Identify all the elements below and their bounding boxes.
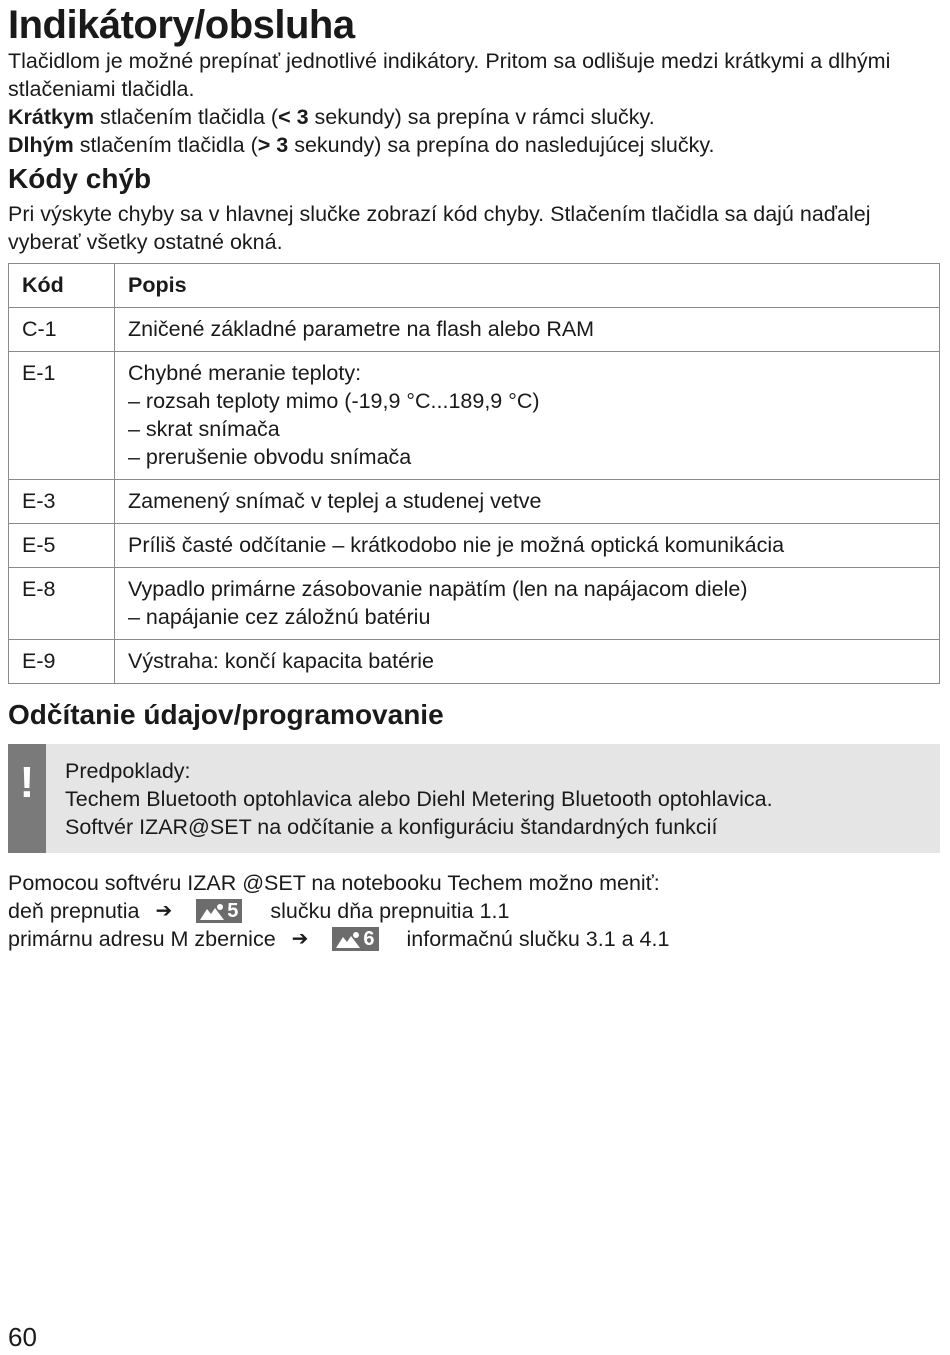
exclamation-icon: ! bbox=[19, 758, 35, 807]
description-cell: Výstraha: končí kapacita batérie bbox=[115, 640, 940, 684]
short-press-line bbox=[8, 103, 655, 131]
notice-text: Predpoklady: Techem Bluetooth optohlavica alebo Diehl Metering Bluetooth optohlavica. Softvér IZAR@SET na odčítanie a konfiguráciu štandardných funkcií bbox=[65, 759, 773, 839]
table-row bbox=[9, 640, 940, 684]
description-cell: Zamenený snímač v teplej a studenej vetve bbox=[115, 480, 940, 524]
code-cell: E-9 bbox=[9, 640, 115, 684]
notice-bar bbox=[8, 744, 46, 853]
section-title-indicators: Indikátory/obsluha bbox=[8, 3, 355, 47]
code-cell: E-8 bbox=[9, 568, 115, 640]
figure-reference-badge bbox=[332, 927, 378, 951]
code-cell: C-1 bbox=[9, 308, 115, 352]
ref-line-switch-day bbox=[8, 897, 509, 925]
table-row bbox=[9, 480, 940, 524]
image-icon bbox=[336, 931, 360, 948]
figure-reference-badge bbox=[196, 899, 242, 923]
error-codes-table bbox=[8, 263, 940, 684]
section-title-error-codes: Kódy chýb bbox=[8, 163, 152, 194]
page-number: 60 bbox=[8, 1322, 37, 1352]
short-press-text-b: sekundy) sa prepína v rámci slučky. bbox=[308, 105, 655, 129]
ref-label: deň prepnutia bbox=[8, 899, 140, 923]
ref-line-mbus-address bbox=[8, 925, 669, 953]
long-press-operator: > 3 bbox=[257, 133, 289, 157]
table-row bbox=[9, 568, 940, 640]
description-cell: Zničené základné parametre na flash alebo RAM bbox=[115, 308, 940, 352]
table-header-row bbox=[9, 264, 940, 308]
arrow-right-icon: ➔ bbox=[155, 900, 173, 922]
section-title-readout: Odčítanie údajov/programovanie bbox=[8, 699, 444, 730]
ref-target: slučku dňa prepnuitia 1.1 bbox=[270, 899, 510, 923]
short-press-bold: Krátkym bbox=[8, 105, 95, 129]
table-row bbox=[9, 352, 940, 480]
error-codes-intro: Pri výskyte chyby sa v hlavnej slučke zobrazí kód chyby. Stlačením tlačidla sa dajú naďalej vyberať všetky ostatné okná. bbox=[8, 202, 871, 254]
long-press-text-a: stlačením tlačidla ( bbox=[73, 133, 258, 157]
description-cell: Príliš časté odčítanie – krátkodobo nie je možná optická komunikácia bbox=[115, 524, 940, 568]
figure-number: 6 bbox=[363, 928, 375, 950]
image-icon bbox=[200, 903, 224, 920]
long-press-line bbox=[8, 131, 715, 159]
code-cell: E-3 bbox=[9, 480, 115, 524]
short-press-text-a: stlačením tlačidla ( bbox=[94, 105, 279, 129]
table-row bbox=[9, 308, 940, 352]
ref-target: informačnú slučku 3.1 a 4.1 bbox=[406, 927, 670, 951]
ref-label: primárnu adresu M zbernice bbox=[8, 927, 276, 951]
prerequisites-notice bbox=[8, 744, 940, 853]
indicators-intro: Tlačidlom je možné prepínať jednotlivé indikátory. Pritom sa odlišuje medzi krátkymi a dlhými stlačeniami tlačidla. bbox=[8, 49, 891, 101]
description-cell: Vypadlo primárne zásobovanie napätím (len na napájacom diele) – napájanie cez záložnú batériu bbox=[115, 568, 940, 640]
header-code: Kód bbox=[9, 264, 115, 308]
code-cell: E-5 bbox=[9, 524, 115, 568]
code-cell: E-1 bbox=[9, 352, 115, 480]
short-press-operator: < 3 bbox=[278, 105, 309, 129]
description-cell: Chybné meranie teploty: – rozsah teploty mimo (-19,9 °C...189,9 °C) – skrat snímača – prerušenie obvodu snímača bbox=[115, 352, 940, 480]
table-row bbox=[9, 524, 940, 568]
readout-intro: Pomocou softvéru IZAR @SET na notebooku Techem možno meniť: bbox=[8, 871, 660, 895]
long-press-text-b: sekundy) sa prepína do nasledujúcej slučky. bbox=[288, 133, 715, 157]
header-description: Popis bbox=[115, 264, 940, 308]
long-press-bold: Dlhým bbox=[8, 133, 74, 157]
arrow-right-icon: ➔ bbox=[291, 928, 309, 950]
figure-number: 5 bbox=[227, 900, 239, 922]
